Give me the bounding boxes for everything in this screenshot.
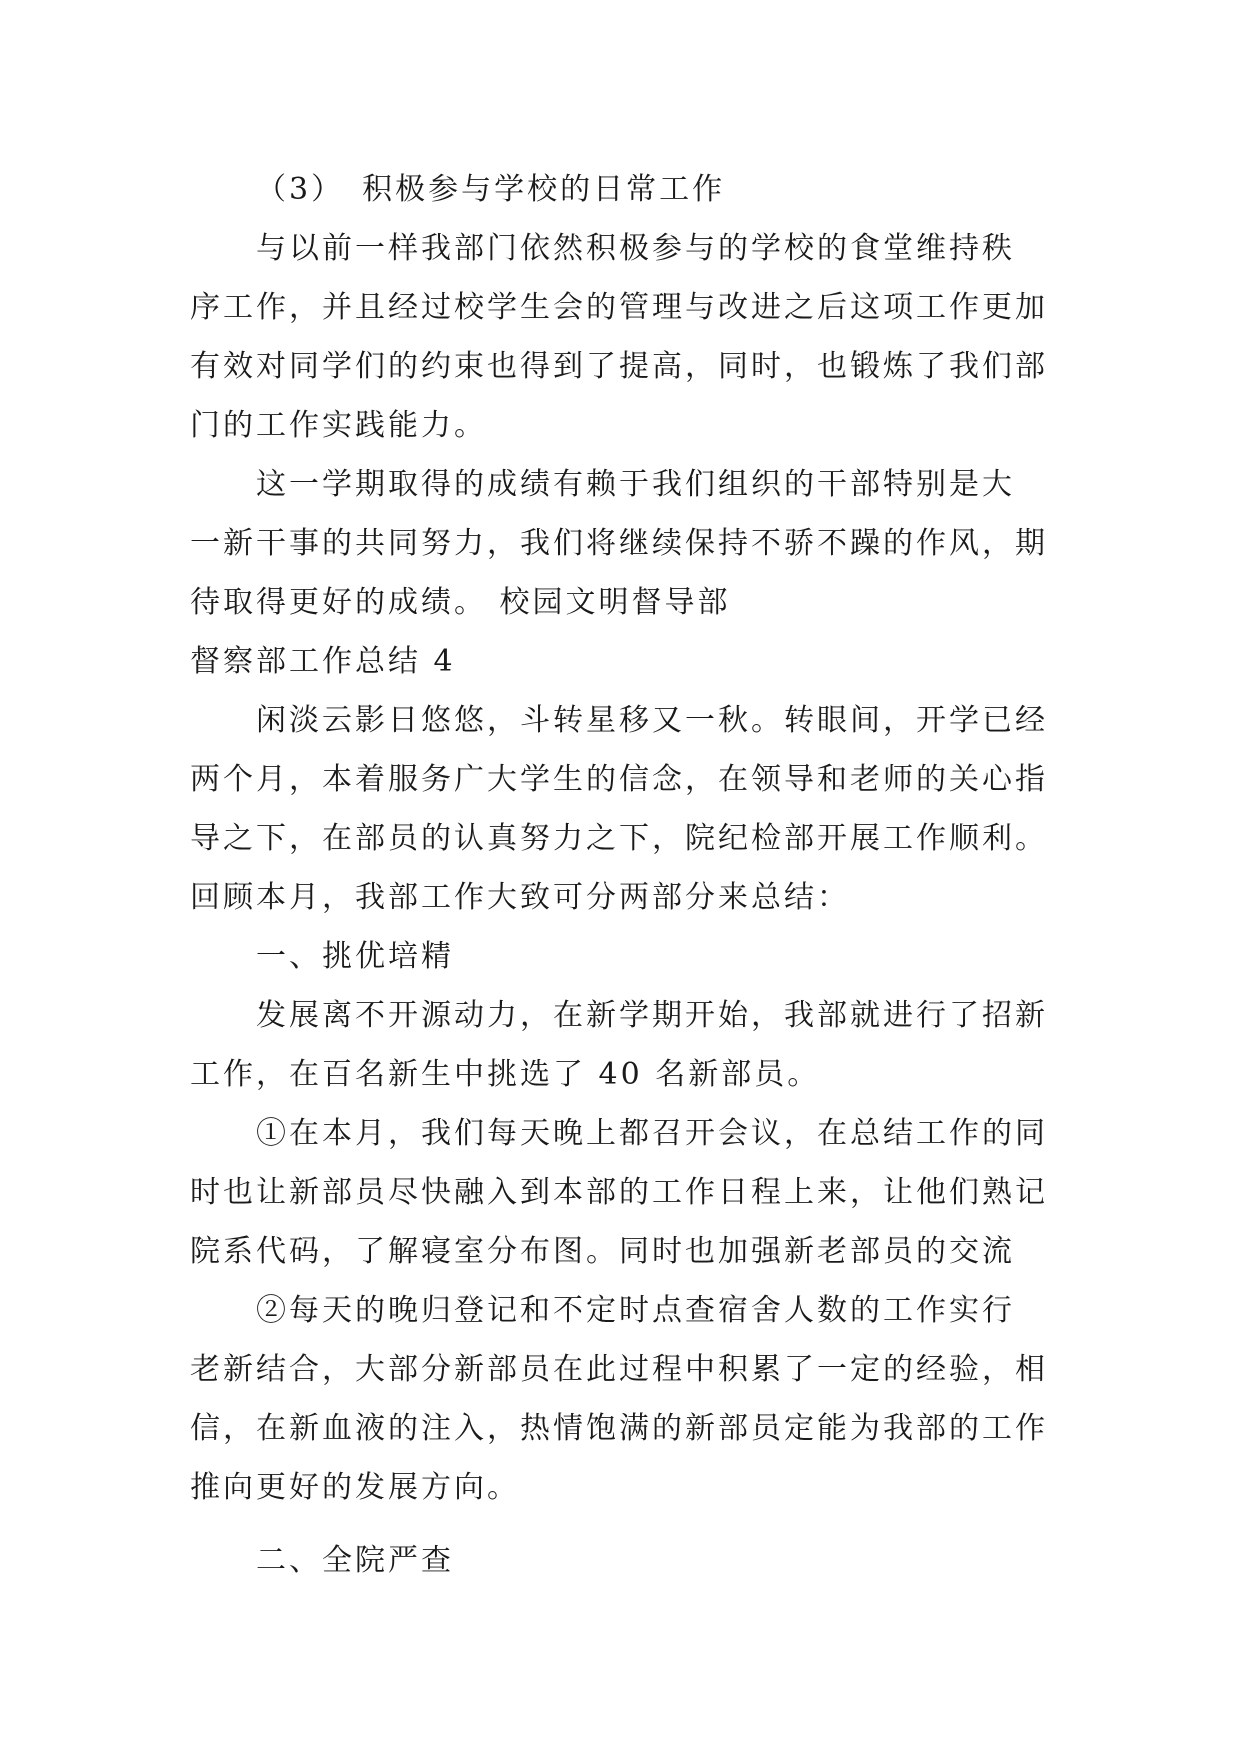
paragraph-line: 待取得更好的成绩。 校园文明督导部 [190, 585, 731, 620]
paragraph-line: 与以前一样我部门依然积极参与的学校的食堂维持秩 [256, 231, 1015, 266]
paragraph-line: 工作，在百名新生中挑选了 40 名新部员。 [190, 1057, 821, 1092]
paragraph-line: 信，在新血液的注入，热情饱满的新部员定能为我部的工作 [190, 1411, 1048, 1446]
paragraph-line: 回顾本月，我部工作大致可分两部分来总结： [190, 880, 850, 915]
paragraph-line: 这一学期取得的成绩有赖于我们组织的干部特别是大 [256, 467, 1015, 502]
paragraph-line: 发展离不开源动力，在新学期开始，我部就进行了招新 [256, 998, 1048, 1033]
paragraph-line: 一新干事的共同努力，我们将继续保持不骄不躁的作风，期 [190, 526, 1048, 561]
paragraph-line: 闲淡云影日悠悠，斗转星移又一秋。转眼间，开学已经 [256, 703, 1048, 738]
paragraph-line: ①在本月，我们每天晚上都召开会议，在总结工作的同 [256, 1116, 1048, 1151]
subheading-2: 二、全院严查 [256, 1543, 454, 1578]
subheading-1: 一、挑优培精 [256, 939, 454, 974]
paragraph-line: 两个月，本着服务广大学生的信念，在领导和老师的关心指 [190, 762, 1048, 797]
paragraph-line: 导之下，在部员的认真努力之下，院纪检部开展工作顺利。 [190, 821, 1048, 856]
paragraph-line: 时也让新部员尽快融入到本部的工作日程上来，让他们熟记 [190, 1175, 1048, 1210]
paragraph-line: 有效对同学们的约束也得到了提高，同时，也锻炼了我们部 [190, 349, 1048, 384]
paragraph-line: 门的工作实践能力。 [190, 408, 487, 443]
document-body [190, 160, 1070, 1590]
paragraph-line: ②每天的晚归登记和不定时点查宿舍人数的工作实行 [256, 1293, 1015, 1328]
paragraph-line: 推向更好的发展方向。 [190, 1470, 520, 1505]
spacer [190, 1517, 1070, 1531]
section-title: 督察部工作总结 4 [190, 644, 456, 679]
paragraph-line: 序工作，并且经过校学生会的管理与改进之后这项工作更加 [190, 290, 1048, 325]
paragraph-line: 老新结合，大部分新部员在此过程中积累了一定的经验，相 [190, 1352, 1048, 1387]
subheading-3: （3） 积极参与学校的日常工作 [256, 172, 726, 207]
paragraph-line: 院系代码，了解寝室分布图。同时也加强新老部员的交流 [190, 1234, 1015, 1269]
